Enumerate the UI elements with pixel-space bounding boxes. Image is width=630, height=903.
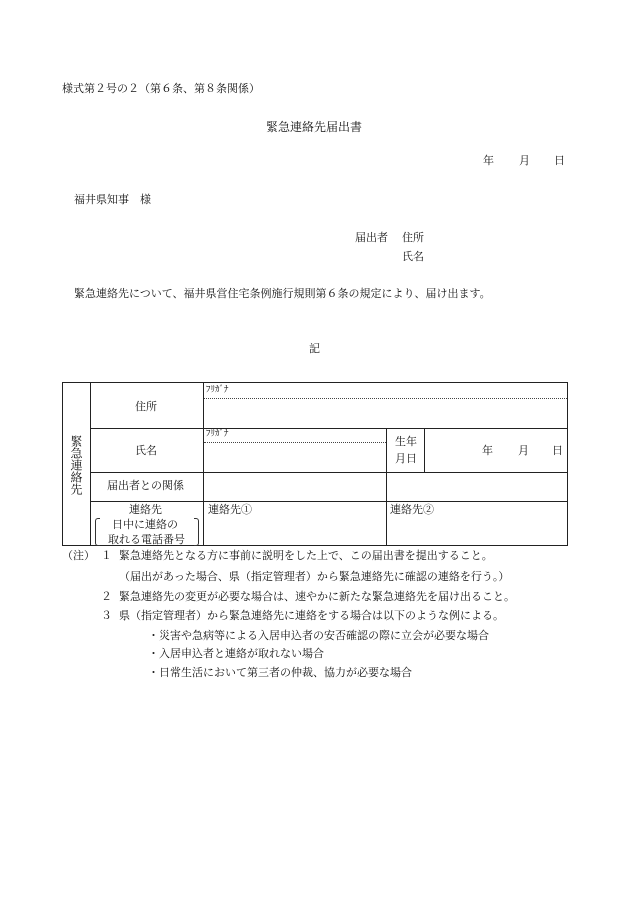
ki-heading: 記 — [309, 342, 320, 355]
relation-label: 届出者との関係 — [107, 479, 184, 492]
row-divider-2 — [90, 472, 567, 473]
date-year: 年 — [483, 154, 494, 167]
note-bullet-2: ・入居申込者と連絡が取れない場合 — [148, 647, 324, 660]
name-label: 氏名 — [135, 444, 157, 457]
form-number: 様式第２号の２（第６条、第８条関係） — [62, 82, 260, 95]
document-title: 緊急連絡先届出書 — [266, 120, 363, 134]
note-1-text: 緊急連絡先となる方に事前に説明をした上で、この届出書を提出すること。 — [119, 549, 493, 562]
birth-year: 年 — [482, 444, 493, 457]
submitter-label: 届出者 — [355, 231, 388, 244]
note-bullet-1: ・災害や急病等による入居申込者の安否確認の際に立会が必要な場合 — [148, 629, 489, 642]
col-divider-side — [90, 383, 91, 545]
note-2-number: ２ — [101, 590, 112, 603]
date-day: 日 — [554, 154, 565, 167]
note-bullet-3: ・日常生活において第三者の仲裁、協力が必要な場合 — [148, 666, 412, 679]
contact-note-1: 日中に連絡の — [112, 518, 178, 531]
birth-label-2: 月日 — [395, 452, 417, 465]
birth-day: 日 — [552, 444, 563, 457]
note-bracket-left — [95, 518, 100, 546]
note-3-number: ３ — [101, 609, 112, 622]
furigana-label-name: ﾌﾘｶﾞﾅ — [206, 429, 229, 439]
col-divider-birth — [424, 428, 425, 472]
contact-1-label: 連絡先① — [208, 503, 252, 516]
note-2-text: 緊急連絡先の変更が必要な場合は、速やかに新たな緊急連絡先を届け出ること。 — [119, 590, 515, 603]
birth-month: 月 — [518, 444, 529, 457]
birth-label-1: 生年 — [395, 435, 417, 448]
contact-note-2: 取れる電話番号 — [108, 533, 185, 546]
contact-label: 連絡先 — [129, 503, 162, 516]
addressee: 福井県知事 様 — [74, 193, 151, 206]
intro-text: 緊急連絡先について、福井県営住宅条例施行規則第６条の規定により、届け出ます。 — [74, 287, 491, 300]
emergency-contact-table — [62, 382, 568, 546]
submitter-address-label: 住所 — [402, 231, 424, 244]
furigana-line-address — [204, 398, 567, 399]
row-divider-1 — [90, 428, 567, 429]
notes-prefix: （注） — [62, 549, 95, 562]
col-divider-label — [203, 383, 204, 545]
note-3-text: 県（指定管理者）から緊急連絡先に連絡をする場合は以下のような例による。 — [119, 609, 504, 622]
address-label: 住所 — [135, 400, 157, 413]
note-bracket-right — [194, 518, 199, 546]
furigana-label-address: ﾌﾘｶﾞﾅ — [206, 385, 229, 395]
row-divider-3 — [90, 501, 567, 502]
col-divider-mid — [386, 428, 387, 545]
note-1-number: １ — [101, 549, 112, 562]
date-month: 月 — [519, 154, 530, 167]
side-label-emergency-contact: 緊急連絡先 — [69, 435, 83, 495]
note-1-subtext: （届出があった場合、県（指定管理者）から緊急連絡先に確認の連絡を行う。） — [119, 570, 510, 583]
submitter-name-label: 氏名 — [402, 250, 424, 263]
contact-2-label: 連絡先② — [390, 503, 434, 516]
furigana-line-name — [204, 442, 386, 443]
